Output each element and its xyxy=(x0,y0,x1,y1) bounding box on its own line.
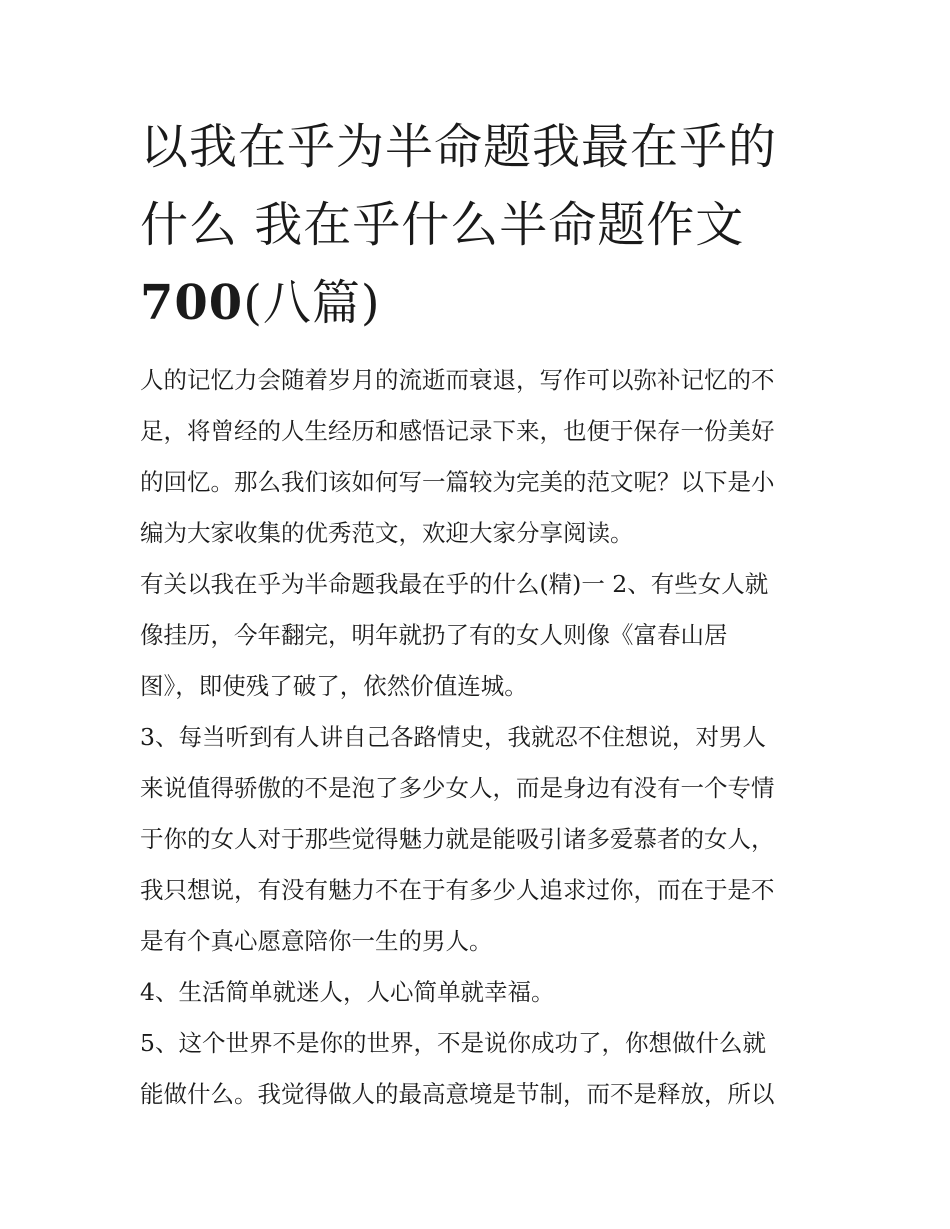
text-line: 3、每当听到有人讲自己各路情史，我就忍不住想说，对男人 xyxy=(140,723,766,751)
text-line: 来说值得骄傲的不是泡了多少女人，而是身边有没有一个专情 xyxy=(140,774,775,802)
title-line-2: 什么 我在乎什么半命题作文 xyxy=(140,197,745,253)
paragraph-intro xyxy=(140,355,820,559)
text-line: 足，将曾经的人生经历和感悟记录下来，也便于保存一份美好 xyxy=(140,417,775,445)
paragraph-item-3 xyxy=(140,712,820,967)
text-line: 5、这个世界不是你的世界，不是说你成功了，你想做什么就 xyxy=(140,1029,766,1057)
text-line: 人的记忆力会随着岁月的流逝而衰退，写作可以弥补记忆的不 xyxy=(140,366,775,394)
text-line: 的回忆。那么我们该如何写一篇较为完美的范文呢？以下是小 xyxy=(140,468,775,496)
text-line: 能做什么。我觉得做人的最高意境是节制，而不是释放，所以 xyxy=(140,1080,775,1108)
text-line: 编为大家收集的优秀范文，欢迎大家分享阅读。 xyxy=(140,519,634,547)
title-count-label: (八篇) xyxy=(243,275,381,331)
text-line: 有关以我在乎为半命题我最在乎的什么(精)一 2、有些女人就 xyxy=(140,570,769,598)
text-line: 图》，即使残了破了，依然价值连城。 xyxy=(140,672,528,700)
text-line: 像挂历，今年翻完，明年就扔了有的女人则像《富春山居 xyxy=(140,621,728,649)
paragraph-item-2 xyxy=(140,559,820,712)
document-title xyxy=(140,108,820,342)
title-word-count: 700 xyxy=(140,275,244,331)
document-body xyxy=(140,355,820,1120)
title-line-3 xyxy=(140,264,820,342)
text-line: 是有个真心愿意陪你一生的男人。 xyxy=(140,927,493,955)
title-line-1: 以我在乎为半命题我最在乎的 xyxy=(140,119,778,175)
text-line: 4、生活简单就迷人，人心简单就幸福。 xyxy=(140,978,555,1006)
paragraph-item-5 xyxy=(140,1018,820,1120)
paragraph-item-4 xyxy=(140,967,820,1018)
text-line: 于你的女人对于那些觉得魅力就是能吸引诸多爱慕者的女人， xyxy=(140,825,775,853)
text-line: 我只想说，有没有魅力不在于有多少人追求过你，而在于是不 xyxy=(140,876,775,904)
